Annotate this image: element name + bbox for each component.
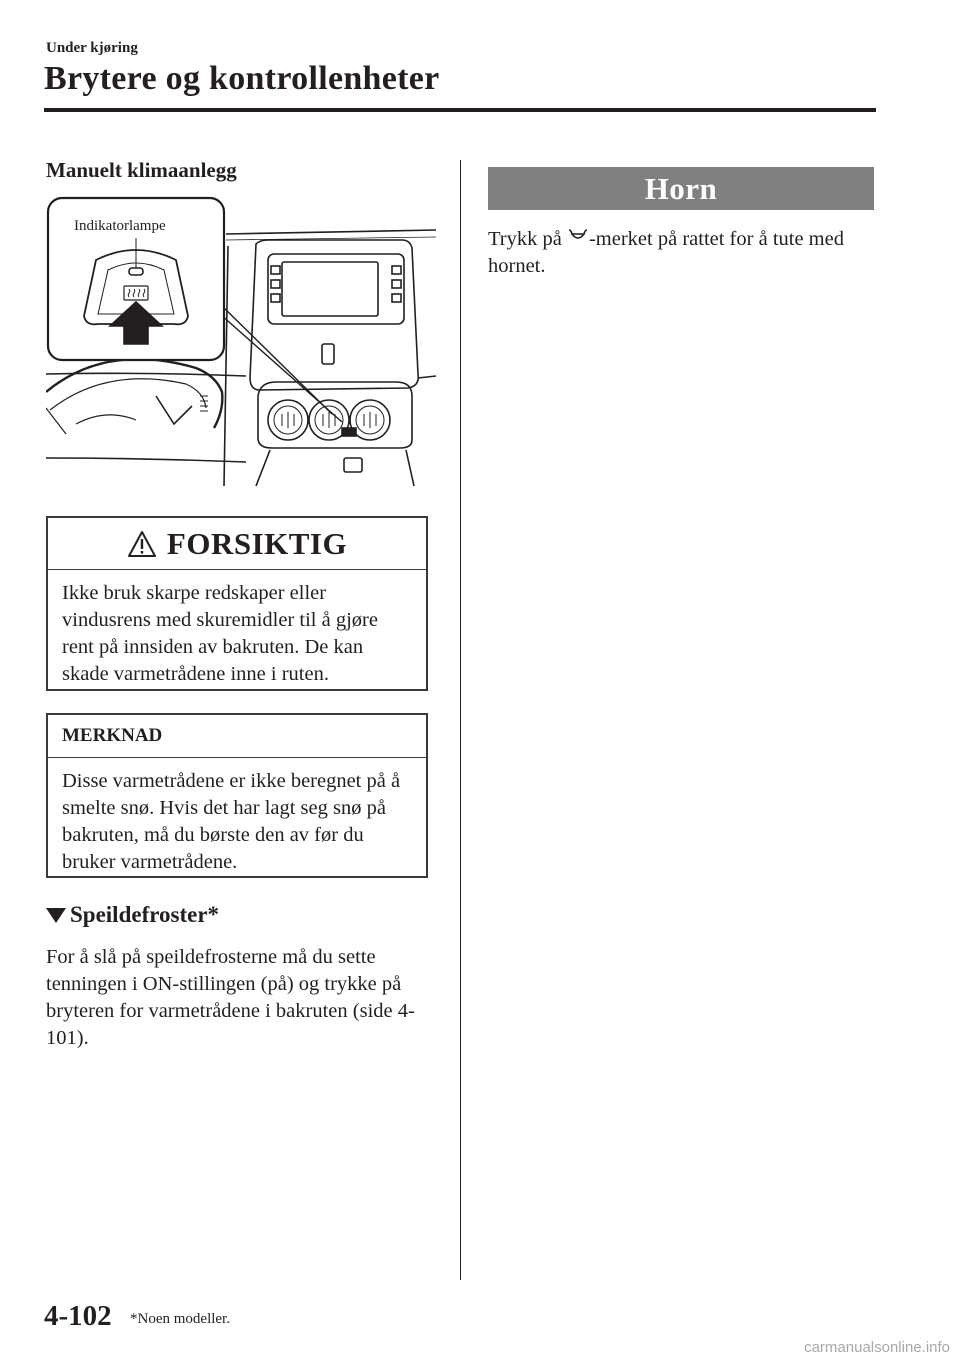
- mirror-defroster-heading: [46, 902, 219, 928]
- horn-text: [488, 226, 878, 280]
- caution-box: [46, 516, 428, 691]
- watermark: carmanualsonline.info: [804, 1339, 950, 1356]
- manual-climate-heading: Manuelt klimaanlegg: [46, 158, 237, 182]
- note-text: Disse varmetrådene er ikke beregnet på å smelte snø. Hvis det har lagt seg snø på bakruten, må du børste den av før du bruker varmetrådene.: [62, 770, 401, 873]
- caution-text: Ikke bruk skarpe redskaper eller vindusrens med skuremidler til å gjøre rent på innsiden av bakruten. De kan skade varmetrådene inne i ruten.: [62, 582, 378, 685]
- horn-icon: [568, 229, 588, 243]
- horn-text-before: Trykk på: [488, 228, 567, 250]
- page-number: 4-102: [44, 1300, 112, 1332]
- dashboard-illustration: [46, 196, 436, 486]
- triangle-bullet-icon: [46, 908, 66, 923]
- indicator-lamp-label: Indikatorlampe: [74, 218, 166, 234]
- mirror-defroster-text: For å slå på speildefrosterne må du sette tenningen i ON-stillingen (på) og trykke på bryteren for varmetrådene i bakruten (side 4-101).: [46, 946, 415, 1049]
- caution-title: FORSIKTIG: [166, 525, 348, 561]
- caution-header: [48, 518, 426, 570]
- mirror-defroster-heading-text: Speildefroster*: [70, 902, 220, 927]
- section-label: Under kjøring: [46, 40, 138, 56]
- horn-text-after: -merket på rattet for å tute med hornet.: [488, 228, 844, 277]
- column-divider: [460, 160, 461, 1280]
- note-box: [46, 713, 428, 878]
- horn-section-bar: [488, 167, 874, 210]
- warning-triangle-icon: [127, 530, 157, 558]
- page-title: Brytere og kontrollenheter: [44, 60, 440, 97]
- title-rule: [44, 108, 876, 112]
- horn-title: Horn: [644, 170, 718, 206]
- note-header: [48, 715, 426, 758]
- note-title: MERKNAD: [62, 725, 163, 746]
- footnote: *Noen modeller.: [130, 1311, 230, 1327]
